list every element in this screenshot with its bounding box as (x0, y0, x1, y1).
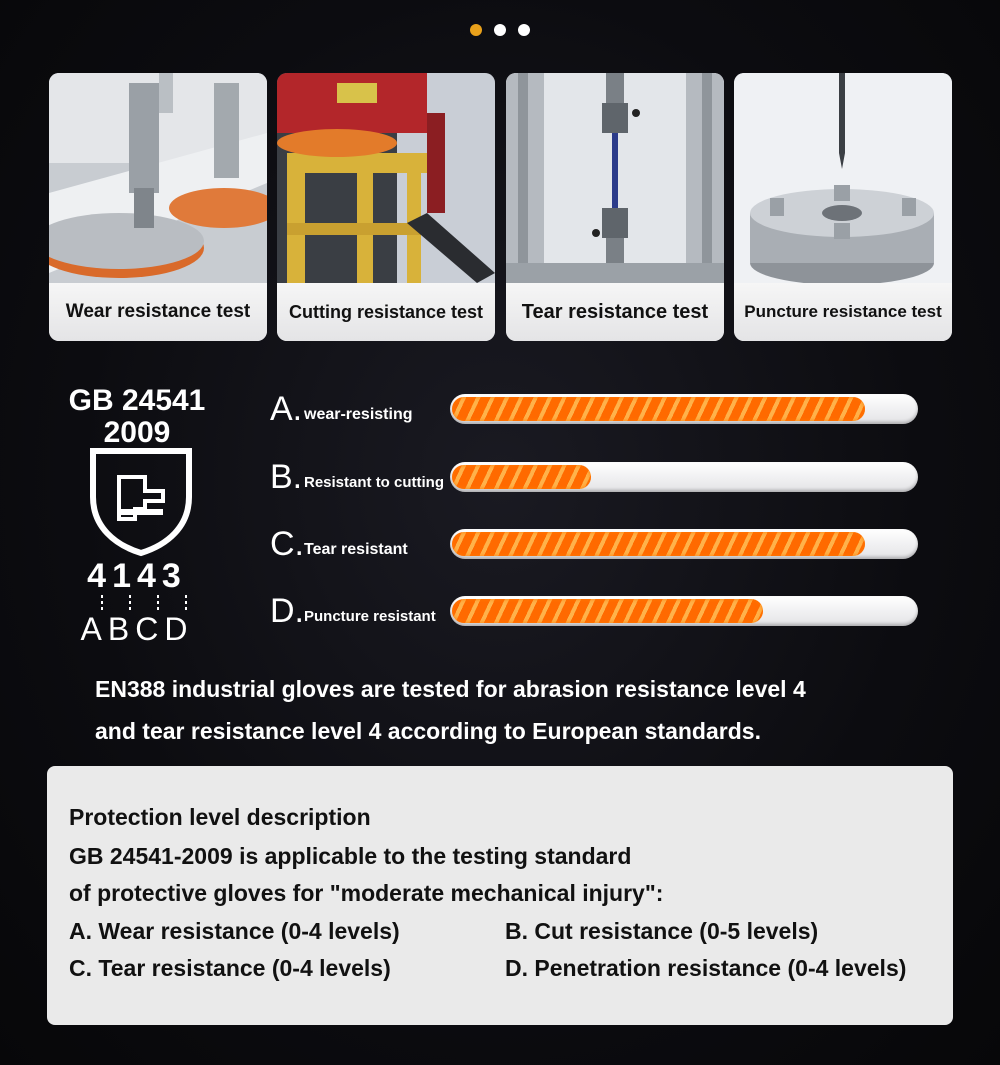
rating-label: Tear resistant (304, 541, 408, 558)
test-card-cut (277, 73, 495, 341)
rating-fill (452, 599, 763, 623)
badge-dotted-ticks (92, 595, 202, 611)
badge-letters: ABCD (80, 611, 194, 647)
rating-fill (452, 397, 865, 421)
rating-letter: C. (270, 525, 304, 563)
pagination-dot-1[interactable] (470, 24, 482, 36)
badge-levels: 4143 (87, 557, 187, 595)
abrasion-tester-photo (49, 73, 267, 283)
rating-row-b (270, 458, 920, 498)
test-card-tear (506, 73, 724, 341)
tensile-tester-photo (506, 73, 724, 283)
rating-row-d (270, 592, 920, 632)
panel-title: Protection level description (69, 804, 371, 830)
test-caption: Wear resistance test (49, 283, 267, 341)
pagination-dot-2[interactable] (494, 24, 506, 36)
test-card-wear (49, 73, 267, 341)
rating-row-c (270, 525, 920, 565)
carousel-pagination (0, 24, 1000, 36)
test-caption: Tear resistance test (506, 283, 724, 341)
badge-code-line1: GB 24541 (68, 384, 206, 417)
rating-letter: A. (270, 390, 303, 428)
rating-track (450, 394, 918, 424)
rating-track (450, 596, 918, 626)
protection-level-panel (47, 766, 953, 1025)
gb-standard-badge (62, 384, 212, 647)
panel-item-b: B. Cut resistance (0-5 levels) (505, 918, 819, 944)
test-card-puncture (734, 73, 952, 341)
rating-label: Resistant to cutting (304, 474, 445, 491)
rating-label: Puncture resistant (304, 608, 436, 625)
panel-line1: GB 24541-2009 is applicable to the testing standard (69, 843, 632, 869)
rating-letter: D. (270, 592, 304, 630)
panel-item-c: C. Tear resistance (0-4 levels) (69, 955, 391, 981)
puncture-tester-photo (734, 73, 952, 283)
panel-item-a: A. Wear resistance (0-4 levels) (69, 918, 400, 944)
rating-row-a (270, 390, 920, 430)
rating-fill (452, 532, 865, 556)
pagination-dot-3[interactable] (518, 24, 530, 36)
rating-track (450, 462, 918, 492)
en388-description (95, 668, 915, 752)
rating-fill (452, 465, 591, 489)
test-cards (49, 73, 951, 341)
panel-item-d: D. Penetration resistance (0-4 levels) (505, 955, 907, 981)
rating-label: wear-resisting (304, 406, 413, 423)
cut-tester-photo (277, 73, 495, 283)
panel-line2: of protective gloves for "moderate mechanical injury": (69, 880, 664, 906)
rating-letter: B. (270, 458, 303, 496)
badge-code-line2: 2009 (103, 416, 171, 449)
rating-track (450, 529, 918, 559)
en388-line2: and tear resistance level 4 according to European standards. (95, 718, 761, 744)
hammer-shield-icon (89, 447, 193, 557)
test-caption: Cutting resistance test (277, 283, 495, 341)
test-caption: Puncture resistance test (734, 283, 952, 341)
en388-line1: EN388 industrial gloves are tested for abrasion resistance level 4 (95, 676, 806, 702)
